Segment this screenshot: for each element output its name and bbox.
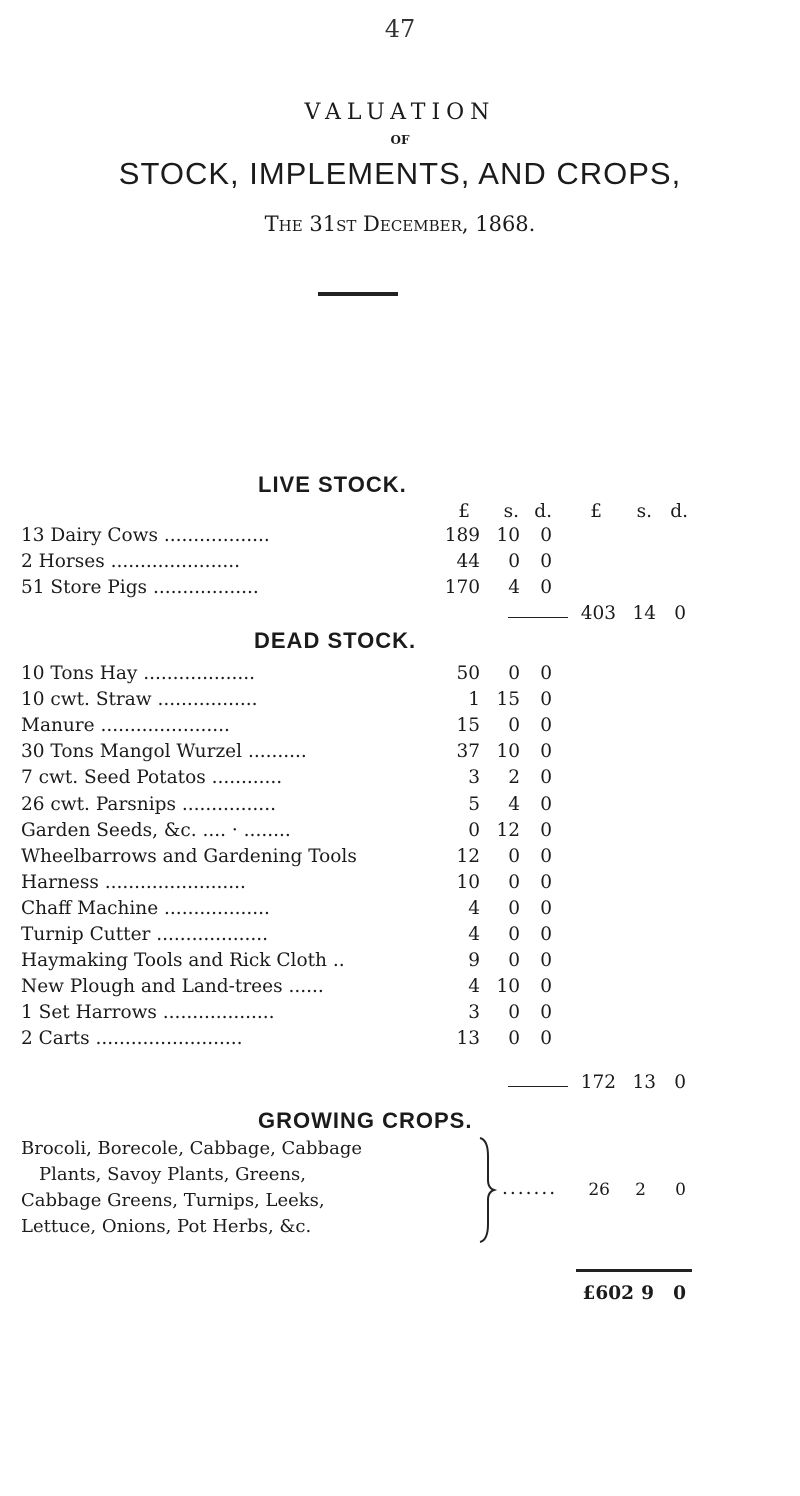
grand-total-pence: 0 bbox=[673, 1283, 686, 1304]
item-shillings: 0 bbox=[508, 845, 520, 867]
leader-dots: ...................... bbox=[110, 551, 240, 572]
item-text: 1 Set Harrows bbox=[21, 1002, 157, 1024]
dead-stock-total-pounds: 172 bbox=[580, 1072, 616, 1093]
item-pounds: 9 bbox=[468, 950, 480, 972]
item-pounds: 37 bbox=[456, 741, 480, 763]
item-shillings: 0 bbox=[508, 551, 520, 572]
item-text: Chaff Machine bbox=[21, 897, 159, 919]
item-text: Garden Seeds, &c. bbox=[21, 819, 197, 841]
item-pence: 0 bbox=[540, 897, 552, 919]
page-title: STOCK, IMPLEMENTS, AND CROPS, bbox=[118, 156, 682, 191]
item-pounds: 3 bbox=[468, 1002, 480, 1024]
heading-live-stock: LIVE STOCK. bbox=[258, 472, 407, 497]
crops-line-2: Plants, Savoy Plants, Greens, bbox=[39, 1164, 307, 1185]
leader-dots: .................. bbox=[152, 577, 259, 598]
page-number: 47 bbox=[384, 15, 416, 43]
item-pounds: 44 bbox=[456, 551, 480, 572]
item-label bbox=[21, 846, 363, 867]
item-pounds: 1 bbox=[468, 689, 480, 711]
item-label bbox=[21, 663, 255, 684]
item-text: 2 Carts bbox=[21, 1028, 90, 1050]
header-pounds-1: £ bbox=[458, 501, 470, 522]
item-pounds: 189 bbox=[444, 525, 480, 546]
leader-dots: ...... bbox=[288, 976, 324, 998]
item-shillings: 0 bbox=[508, 871, 520, 893]
item-pence: 0 bbox=[540, 845, 552, 867]
leader-dots: .......... bbox=[247, 741, 307, 763]
item-text: Turnip Cutter bbox=[21, 924, 151, 945]
item-shillings: 12 bbox=[496, 819, 520, 841]
header-shillings-2: s. bbox=[636, 501, 652, 522]
item-text: 2 Horses bbox=[21, 551, 105, 572]
item-pence: 0 bbox=[540, 819, 552, 841]
crops-line-1: Brocoli, Borecole, Cabbage, Cabbage bbox=[21, 1138, 362, 1159]
item-pence: 0 bbox=[540, 793, 552, 815]
item-pounds: 5 bbox=[468, 793, 480, 815]
item-shillings: 2 bbox=[508, 767, 520, 789]
leader-dots: ......................... bbox=[95, 1028, 243, 1050]
item-label bbox=[21, 577, 259, 598]
item-text: Harness bbox=[21, 871, 99, 893]
item-label bbox=[21, 924, 268, 945]
leader-dots: .................. bbox=[164, 897, 270, 919]
item-pounds: 0 bbox=[468, 819, 480, 841]
grand-total-pounds: £602 bbox=[582, 1283, 634, 1304]
item-shillings: 0 bbox=[508, 715, 520, 737]
item-shillings: 0 bbox=[508, 663, 520, 684]
leader-dots: ................... bbox=[143, 663, 255, 684]
item-pounds: 15 bbox=[456, 715, 480, 737]
item-label bbox=[21, 820, 291, 841]
item-pence: 0 bbox=[540, 950, 552, 972]
header-pounds-2: £ bbox=[590, 501, 602, 522]
leader-dots: ................... bbox=[156, 924, 269, 945]
item-shillings: 0 bbox=[508, 950, 520, 972]
leader-dots: ................ bbox=[181, 793, 276, 815]
crops-total-pounds: 26 bbox=[588, 1180, 610, 1200]
item-pence: 0 bbox=[540, 767, 552, 789]
leader-dots: ............ bbox=[211, 767, 283, 789]
item-shillings: 10 bbox=[496, 976, 520, 998]
item-text: 30 Tons Mangol Wurzel bbox=[21, 741, 243, 763]
item-pence: 0 bbox=[540, 924, 552, 945]
item-label bbox=[21, 976, 324, 997]
leader-dots: .................. bbox=[163, 525, 270, 546]
grand-total-shillings: 9 bbox=[641, 1283, 654, 1304]
item-text: New Plough and Land-trees bbox=[21, 976, 283, 998]
item-shillings: 0 bbox=[508, 1028, 520, 1050]
item-label bbox=[21, 794, 276, 815]
item-text: 13 Dairy Cows bbox=[21, 525, 158, 546]
item-pence: 0 bbox=[540, 976, 552, 998]
item-pence: 0 bbox=[540, 1002, 552, 1024]
item-text: 7 cwt. Seed Potatos bbox=[21, 767, 206, 789]
item-pounds: 10 bbox=[456, 871, 480, 893]
crops-brace bbox=[476, 1136, 498, 1244]
item-label bbox=[21, 950, 345, 971]
leader-dots: ................... bbox=[162, 1002, 275, 1024]
crops-total-pence: 0 bbox=[675, 1180, 686, 1200]
item-pence: 0 bbox=[540, 689, 552, 711]
item-pence: 0 bbox=[540, 1028, 552, 1050]
leader-dots: ................. bbox=[157, 689, 258, 711]
item-pence: 0 bbox=[540, 577, 552, 598]
item-pounds: 4 bbox=[468, 897, 480, 919]
dead-stock-total-shillings: 13 bbox=[632, 1072, 656, 1093]
item-pounds: 50 bbox=[456, 663, 480, 684]
heading-growing-crops: GROWING CROPS. bbox=[258, 1108, 473, 1133]
item-text: 26 cwt. Parsnips bbox=[21, 793, 176, 815]
item-shillings: 10 bbox=[496, 741, 520, 763]
item-pence: 0 bbox=[540, 715, 552, 737]
title-rule bbox=[318, 292, 398, 296]
grand-total-rule bbox=[576, 1269, 692, 1272]
dead-stock-rule bbox=[508, 1086, 568, 1087]
item-pence: 0 bbox=[540, 551, 552, 572]
item-pence: 0 bbox=[540, 663, 552, 684]
item-label bbox=[21, 715, 230, 736]
item-text: 10 Tons Hay bbox=[21, 663, 138, 684]
item-shillings: 0 bbox=[508, 897, 520, 919]
live-stock-total-pence: 0 bbox=[674, 603, 686, 624]
item-pence: 0 bbox=[540, 525, 552, 546]
item-shillings: 4 bbox=[508, 793, 520, 815]
live-stock-rule bbox=[508, 617, 568, 618]
live-stock-total-pounds: 403 bbox=[580, 603, 616, 624]
item-pounds: 4 bbox=[468, 924, 480, 945]
item-text: Wheelbarrows and Gardening Tools bbox=[21, 845, 357, 867]
leader-dots: .... · ........ bbox=[202, 819, 291, 841]
item-label bbox=[21, 767, 282, 788]
item-shillings: 0 bbox=[508, 924, 520, 945]
live-stock-total-shillings: 14 bbox=[632, 603, 656, 624]
item-text: Haymaking Tools and Rick Cloth bbox=[21, 950, 327, 972]
item-shillings: 4 bbox=[508, 577, 520, 598]
item-label bbox=[21, 689, 258, 710]
leader-dots: .. bbox=[332, 950, 345, 972]
item-label bbox=[21, 741, 307, 762]
item-text: Manure bbox=[21, 715, 95, 737]
crops-line-4: Lettuce, Onions, Pot Herbs, &c. bbox=[21, 1216, 312, 1237]
item-label bbox=[21, 551, 240, 572]
item-label bbox=[21, 1002, 275, 1023]
title-valuation: VALUATION bbox=[304, 100, 496, 125]
header-pence-2: d. bbox=[670, 501, 688, 522]
item-pounds: 13 bbox=[456, 1028, 480, 1050]
item-shillings: 15 bbox=[496, 689, 520, 711]
item-pounds: 170 bbox=[444, 577, 480, 598]
item-shillings: 0 bbox=[508, 1002, 520, 1024]
crops-dots: ....... bbox=[502, 1178, 558, 1199]
item-pence: 0 bbox=[540, 741, 552, 763]
item-shillings: 10 bbox=[496, 525, 520, 546]
header-pence-1: d. bbox=[534, 501, 552, 522]
item-pounds: 4 bbox=[468, 976, 480, 998]
item-pounds: 3 bbox=[468, 767, 480, 789]
heading-dead-stock: DEAD STOCK. bbox=[254, 628, 417, 653]
crops-total-shillings: 2 bbox=[635, 1180, 646, 1200]
item-pence: 0 bbox=[540, 871, 552, 893]
item-text: 10 cwt. Straw bbox=[21, 689, 152, 711]
item-label bbox=[21, 525, 270, 546]
title-date: The 31st December, 1868. bbox=[264, 212, 536, 236]
header-shillings-1: s. bbox=[503, 501, 519, 522]
item-label bbox=[21, 898, 270, 919]
crops-line-3: Cabbage Greens, Turnips, Leeks, bbox=[21, 1190, 325, 1211]
item-pounds: 12 bbox=[456, 845, 480, 867]
item-text: 51 Store Pigs bbox=[21, 577, 148, 598]
leader-dots: ...................... bbox=[100, 715, 230, 737]
item-label bbox=[21, 1028, 243, 1049]
title-of: OF bbox=[390, 133, 410, 147]
dead-stock-total-pence: 0 bbox=[674, 1072, 686, 1093]
item-label bbox=[21, 872, 246, 893]
leader-dots: ........................ bbox=[104, 871, 246, 893]
